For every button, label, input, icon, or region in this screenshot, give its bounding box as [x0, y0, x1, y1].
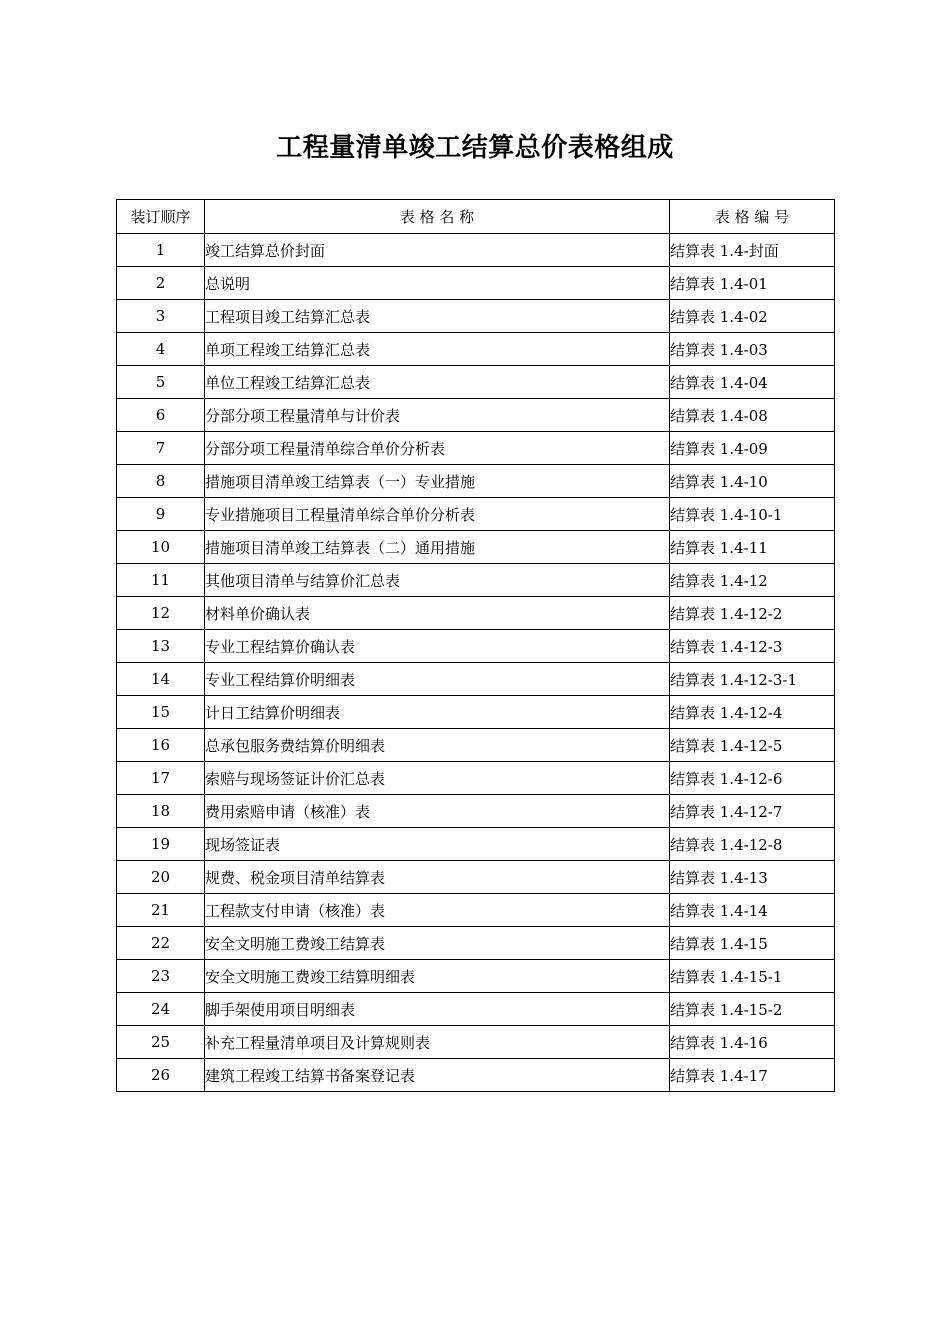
row-binding-order: 14 [117, 663, 205, 696]
table-row [117, 498, 835, 531]
row-form-name: 补充工程量清单项目及计算规则表 [205, 1026, 670, 1059]
row-binding-order: 19 [117, 828, 205, 861]
row-binding-order: 4 [117, 333, 205, 366]
row-form-code: 结算表 1.4-12-2 [670, 597, 835, 630]
row-form-name: 现场签证表 [205, 828, 670, 861]
table-row [117, 828, 835, 861]
row-form-code: 结算表 1.4-09 [670, 432, 835, 465]
table-row [117, 564, 835, 597]
row-binding-order: 26 [117, 1059, 205, 1092]
row-form-code: 结算表 1.4-02 [670, 300, 835, 333]
row-binding-order: 23 [117, 960, 205, 993]
row-form-code: 结算表 1.4-11 [670, 531, 835, 564]
row-binding-order: 9 [117, 498, 205, 531]
row-binding-order: 2 [117, 267, 205, 300]
row-form-code: 结算表 1.4-13 [670, 861, 835, 894]
row-binding-order: 20 [117, 861, 205, 894]
header-binding-order: 装订顺序 [117, 200, 205, 234]
row-binding-order: 10 [117, 531, 205, 564]
row-form-name: 专业工程结算价明细表 [205, 663, 670, 696]
row-form-name: 建筑工程竣工结算书备案登记表 [205, 1059, 670, 1092]
table-row [117, 531, 835, 564]
row-form-code: 结算表 1.4-12 [670, 564, 835, 597]
row-binding-order: 3 [117, 300, 205, 333]
row-form-code: 结算表 1.4-封面 [670, 234, 835, 267]
row-binding-order: 22 [117, 927, 205, 960]
row-binding-order: 18 [117, 795, 205, 828]
row-form-code: 结算表 1.4-04 [670, 366, 835, 399]
row-form-name: 专业措施项目工程量清单综合单价分析表 [205, 498, 670, 531]
row-form-code: 结算表 1.4-12-3 [670, 630, 835, 663]
row-form-name: 措施项目清单竣工结算表（一）专业措施 [205, 465, 670, 498]
row-form-code: 结算表 1.4-08 [670, 399, 835, 432]
table-body [117, 234, 835, 1092]
row-form-name: 总承包服务费结算价明细表 [205, 729, 670, 762]
row-form-code: 结算表 1.4-12-8 [670, 828, 835, 861]
row-form-code: 结算表 1.4-01 [670, 267, 835, 300]
table-row [117, 267, 835, 300]
table-row [117, 234, 835, 267]
table-row [117, 762, 835, 795]
row-form-code: 结算表 1.4-16 [670, 1026, 835, 1059]
row-binding-order: 12 [117, 597, 205, 630]
row-form-name: 分部分项工程量清单综合单价分析表 [205, 432, 670, 465]
table-row [117, 729, 835, 762]
row-binding-order: 7 [117, 432, 205, 465]
table-header-row [117, 200, 835, 234]
row-form-code: 结算表 1.4-15 [670, 927, 835, 960]
row-binding-order: 13 [117, 630, 205, 663]
table-row [117, 1026, 835, 1059]
table-row [117, 663, 835, 696]
row-form-name: 单项工程竣工结算汇总表 [205, 333, 670, 366]
row-form-name: 分部分项工程量清单与计价表 [205, 399, 670, 432]
row-form-code: 结算表 1.4-12-5 [670, 729, 835, 762]
row-binding-order: 16 [117, 729, 205, 762]
row-binding-order: 6 [117, 399, 205, 432]
row-form-name: 计日工结算价明细表 [205, 696, 670, 729]
row-form-code: 结算表 1.4-15-1 [670, 960, 835, 993]
row-form-name: 总说明 [205, 267, 670, 300]
table-row [117, 894, 835, 927]
table-row [117, 1059, 835, 1092]
table-row [117, 630, 835, 663]
table-row [117, 861, 835, 894]
row-form-code: 结算表 1.4-10 [670, 465, 835, 498]
row-form-name: 单位工程竣工结算汇总表 [205, 366, 670, 399]
form-index-table [116, 199, 835, 1092]
row-form-name: 安全文明施工费竣工结算表 [205, 927, 670, 960]
row-form-name: 材料单价确认表 [205, 597, 670, 630]
row-form-code: 结算表 1.4-12-6 [670, 762, 835, 795]
row-binding-order: 17 [117, 762, 205, 795]
row-binding-order: 21 [117, 894, 205, 927]
table-row [117, 597, 835, 630]
row-form-code: 结算表 1.4-10-1 [670, 498, 835, 531]
table-row [117, 432, 835, 465]
row-form-name: 工程项目竣工结算汇总表 [205, 300, 670, 333]
row-form-code: 结算表 1.4-14 [670, 894, 835, 927]
table-row [117, 927, 835, 960]
table-row [117, 696, 835, 729]
row-binding-order: 15 [117, 696, 205, 729]
row-form-code: 结算表 1.4-03 [670, 333, 835, 366]
row-form-name: 费用索赔申请（核准）表 [205, 795, 670, 828]
row-form-name: 规费、税金项目清单结算表 [205, 861, 670, 894]
row-form-code: 结算表 1.4-15-2 [670, 993, 835, 1026]
row-binding-order: 8 [117, 465, 205, 498]
row-form-name: 工程款支付申请（核准）表 [205, 894, 670, 927]
table-row [117, 960, 835, 993]
row-form-code: 结算表 1.4-12-3-1 [670, 663, 835, 696]
row-binding-order: 1 [117, 234, 205, 267]
table-row [117, 300, 835, 333]
row-binding-order: 5 [117, 366, 205, 399]
table-row [117, 465, 835, 498]
table-row [117, 399, 835, 432]
row-form-name: 专业工程结算价确认表 [205, 630, 670, 663]
row-form-name: 措施项目清单竣工结算表（二）通用措施 [205, 531, 670, 564]
table-row [117, 993, 835, 1026]
row-form-code: 结算表 1.4-12-7 [670, 795, 835, 828]
row-form-name: 其他项目清单与结算价汇总表 [205, 564, 670, 597]
row-form-name: 脚手架使用项目明细表 [205, 993, 670, 1026]
header-form-name: 表 格 名 称 [205, 200, 670, 234]
table-row [117, 333, 835, 366]
row-form-name: 竣工结算总价封面 [205, 234, 670, 267]
row-form-code: 结算表 1.4-17 [670, 1059, 835, 1092]
row-binding-order: 24 [117, 993, 205, 1026]
row-form-code: 结算表 1.4-12-4 [670, 696, 835, 729]
row-form-name: 索赔与现场签证计价汇总表 [205, 762, 670, 795]
row-binding-order: 25 [117, 1026, 205, 1059]
table-row [117, 795, 835, 828]
table-row [117, 366, 835, 399]
row-form-name: 安全文明施工费竣工结算明细表 [205, 960, 670, 993]
page-title: 工程量清单竣工结算总价表格组成 [276, 133, 674, 163]
header-form-code: 表 格 编 号 [670, 200, 835, 234]
row-binding-order: 11 [117, 564, 205, 597]
